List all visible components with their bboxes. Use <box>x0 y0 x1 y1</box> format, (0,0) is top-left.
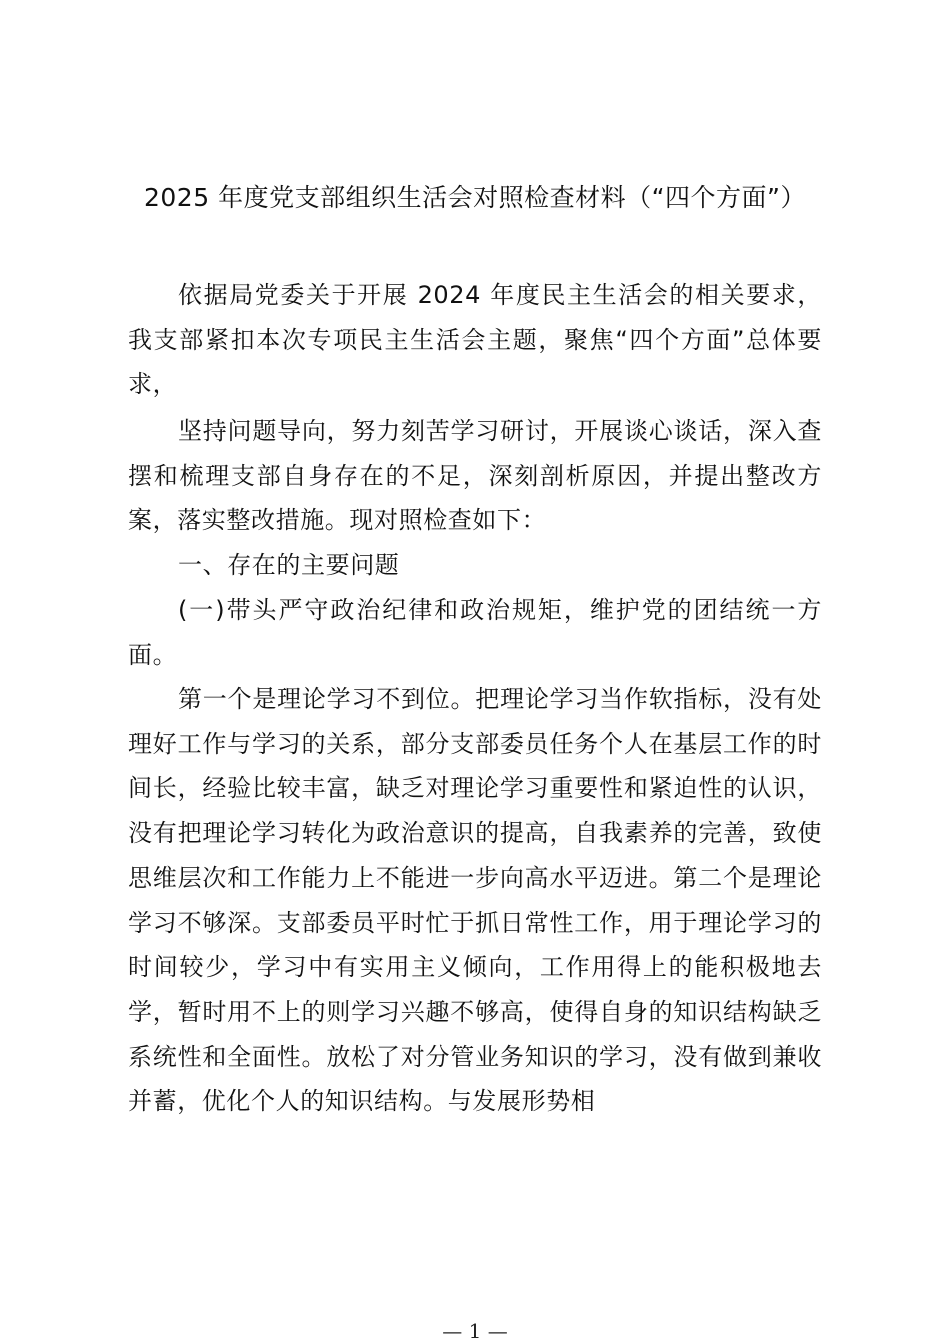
body-paragraph-1: 第一个是理论学习不到位。把理论学习当作软指标，没有处理好工作与学习的关系，部分支部委员任务个人在基层工作的时间长，经验比较丰富，缺乏对理论学习重要性和紧迫性的认识，没有把理论学习转化为政治意识的提高，自我素养的完善，致使思维层次和工作能力上不能进一步向高水平迈进。第二个是理论学习不够深。支部委员平时忙于抓日常性工作，用于理论学习的时间较少，学习中有实用主义倾向，工作用得上的能积极地去学，暂时用不上的则学习兴趣不够高，使得自身的知识结构缺乏系统性和全面性。放松了对分管业务知识的学习，没有做到兼收并蓄，优化个人的知识结构。与发展形势相 <box>128 685 822 1116</box>
section-heading-problems: 一、存在的主要问题 <box>178 551 400 579</box>
intro-paragraph-2: 坚持问题导向，努力刻苦学习研讨，开展谈心谈话，深入查摆和梳理支部自身存在的不足，深刻剖析原因，并提出整改方案，落实整改措施。现对照检查如下： <box>128 417 822 534</box>
intro-paragraph-1: 依据局党委关于开展 2024 年度民主生活会的相关要求，我支部紧扣本次专项民主生活会主题，聚焦“四个方面”总体要求， <box>128 281 822 398</box>
subsection-heading-1: (一)带头严守政治纪律和政治规矩，维护党的团结统一方面。 <box>128 596 822 669</box>
document-title: 2025 年度党支部组织生活会对照检查材料（“四个方面”） <box>144 183 806 212</box>
page-number: — 1 — <box>442 1319 508 1343</box>
